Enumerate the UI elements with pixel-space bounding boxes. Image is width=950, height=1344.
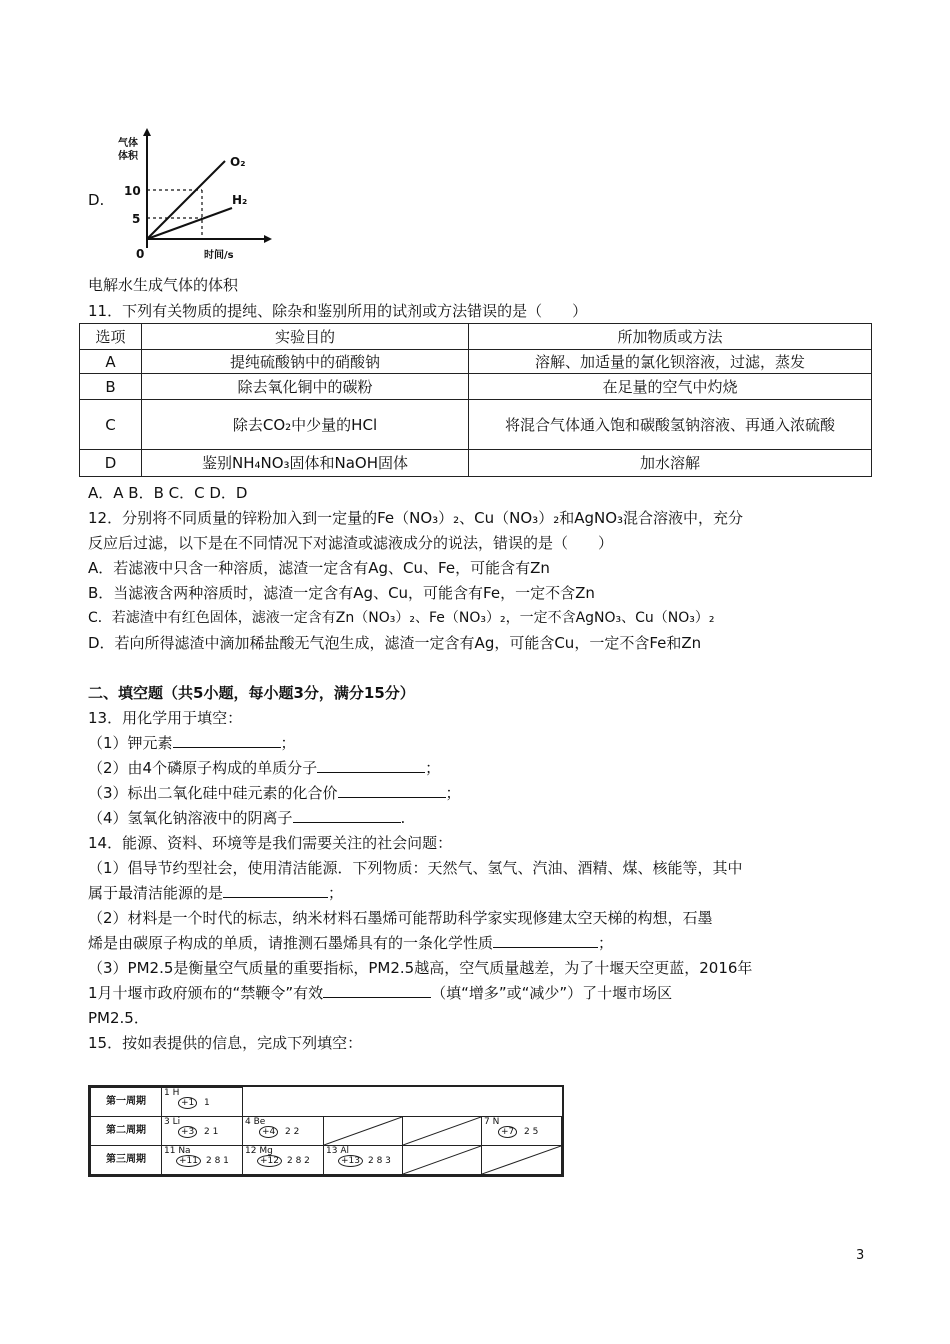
row-option: B	[80, 374, 142, 400]
q13-item-2	[88, 758, 440, 778]
q14-part1-line2	[88, 883, 343, 903]
periodic-table	[88, 1085, 564, 1177]
row-label-period-1: 第一周期	[90, 1087, 162, 1117]
table-row	[80, 374, 872, 400]
q15-stem: 15．按如表提供的信息，完成下列填空：	[88, 1034, 363, 1052]
q13-item-1	[88, 733, 296, 753]
q14-part2-text: 烯是由碳原子构成的单质，请推测石墨烯具有的一条化学性质	[88, 934, 494, 952]
electron-shells: 2 5	[524, 1127, 539, 1137]
element-tag: 4 Be	[245, 1117, 266, 1127]
nucleus: +3	[178, 1126, 197, 1138]
q11-answers: A．A B．B C．C D．D	[88, 484, 248, 502]
x-axis-arrow	[264, 235, 272, 243]
table-row	[80, 450, 872, 477]
punctuation: ；	[425, 759, 441, 777]
electron-shells: 2 8 1	[206, 1156, 229, 1166]
electron-shells: 1	[204, 1098, 210, 1108]
q14-part2-line2	[88, 933, 613, 953]
q13-item-2-text: （2）由4个磷原子构成的单质分子	[88, 759, 318, 777]
punctuation: ；	[445, 784, 461, 802]
element-tag: 7 N	[484, 1117, 500, 1127]
section-title: 二、填空题（共5小题，每小题3分，满分15分）	[88, 684, 415, 702]
q14-part1-text: 属于最清洁能源的是	[88, 884, 224, 902]
punctuation: ；	[280, 734, 296, 752]
tick-10: 10	[124, 184, 141, 198]
row-option: A	[80, 350, 142, 374]
header-option: 选项	[80, 324, 142, 350]
row-method: 在足量的空气中灼烧	[469, 374, 872, 400]
ylabel-1: 气体	[118, 138, 138, 149]
q11-table	[79, 323, 872, 477]
table-row	[80, 400, 872, 450]
q12-option-a: A．若滤液中只含一种溶质，滤渣一定含有Ag、Cu、Fe，可能含有Zn	[88, 559, 550, 577]
q13-item-4-text: （4）氢氧化钠溶液中的阴离子	[88, 809, 293, 827]
row-method: 加水溶解	[469, 450, 872, 477]
q14-part2-line1: （2）材料是一个时代的标志，纳米材料石墨烯可能帮助科学家实现修建太空天梯的构想，石墨	[88, 909, 713, 927]
row-goal: 提纯硫酸钠中的硝酸钠	[142, 350, 469, 374]
q14-stem: 14．能源、资料、环境等是我们需要关注的社会问题：	[88, 834, 453, 852]
row-option: C	[80, 400, 142, 450]
header-goal: 实验目的	[142, 324, 469, 350]
graph-option-label: D.	[88, 191, 105, 209]
q12-option-c: C．若滤渣中有红色固体，滤液一定含有Zn（NO₃）₂、Fe（NO₃）₂，一定不含AgNO₃、Cu（NO₃）₂	[88, 610, 715, 626]
q11-stem: 11．下列有关物质的提纯、除杂和鉴别所用的试剂或方法错误的是（ ）	[88, 302, 588, 320]
answer-blank[interactable]	[173, 733, 281, 748]
q12-option-b: B．当滤液含两种溶质时，滤渣一定含有Ag、Cu，可能含有Fe，一定不含Zn	[88, 584, 595, 602]
answer-blank[interactable]	[293, 808, 401, 823]
element-tag: 1 H	[164, 1088, 180, 1098]
o2-label: O₂	[230, 155, 246, 169]
ylabel-2: 体积	[118, 151, 138, 162]
table-header-row	[80, 324, 872, 350]
h2-line	[147, 208, 232, 239]
element-cell-na	[161, 1145, 243, 1175]
y-axis-arrow	[143, 128, 151, 136]
element-cell-mg	[242, 1145, 324, 1175]
empty-cell	[481, 1145, 562, 1175]
empty-cell	[402, 1116, 482, 1146]
q14-part3-line2	[88, 983, 672, 1003]
empty-cell	[402, 1145, 482, 1175]
element-tag: 11 Na	[164, 1146, 191, 1156]
tick-5: 5	[132, 212, 141, 226]
answer-blank[interactable]	[317, 758, 425, 773]
row-method: 溶解、加适量的氯化钡溶液，过滤，蒸发	[469, 350, 872, 374]
answer-blank[interactable]	[493, 933, 598, 948]
nucleus: +1	[178, 1097, 197, 1109]
punctuation: ；	[328, 884, 344, 902]
q13-stem: 13．用化学用于填空：	[88, 709, 243, 727]
row-method: 将混合气体通入饱和碳酸氢钠溶液、再通入浓硫酸	[469, 400, 872, 450]
answer-blank[interactable]	[338, 783, 446, 798]
nucleus: +11	[176, 1155, 201, 1167]
nucleus: +4	[259, 1126, 278, 1138]
punctuation: .	[400, 809, 406, 827]
q13-item-1-text: （1）钾元素	[88, 734, 173, 752]
q12-stem-2: 反应后过滤，以下是在不同情况下对滤渣或滤液成分的说法，错误的是（ ）	[88, 534, 614, 552]
punctuation: ；	[598, 934, 614, 952]
header-method: 所加物质或方法	[469, 324, 872, 350]
element-cell-li	[161, 1116, 243, 1146]
element-cell-al	[323, 1145, 403, 1175]
element-tag: 12 Mg	[245, 1146, 273, 1156]
electron-shells: 2 2	[285, 1127, 300, 1137]
electrolysis-graph	[112, 126, 282, 266]
row-goal: 除去CO₂中少量的HCl	[142, 400, 469, 450]
element-tag: 13 Al	[326, 1146, 349, 1156]
q13-item-3-text: （3）标出二氧化硅中硅元素的化合价	[88, 784, 338, 802]
electron-shells: 2 1	[204, 1127, 219, 1137]
answer-blank[interactable]	[223, 883, 328, 898]
element-tag: 3 Li	[164, 1117, 181, 1127]
q14-part3-line1: （3）PM2.5是衡量空气质量的重要指标，PM2.5越高，空气质量越差，为了十堰天空更蓝，2016年	[88, 959, 753, 977]
q14-part1-line1: （1）倡导节约型社会，使用清洁能源．下列物质：天然气、氢气、汽油、酒精、煤、核能等，其中	[88, 859, 743, 877]
q12-stem-1: 12．分别将不同质量的锌粉加入到一定量的Fe（NO₃）₂、Cu（NO₃）₂和AgNO₃混合溶液中，充分	[88, 509, 744, 527]
q12-option-d: D．若向所得滤渣中滴加稀盐酸无气泡生成，滤渣一定含有Ag，可能含Cu，一定不含Fe和Zn	[88, 634, 702, 652]
row-goal: 鉴别NH₄NO₃固体和NaOH固体	[142, 450, 469, 477]
q14-part3-text-a: 1月十堰市政府颁布的“禁鞭令”有效	[88, 984, 324, 1002]
q14-part3-text-b: （填“增多”或“减少”）了十堰市场区	[431, 984, 673, 1002]
row-goal: 除去氧化铜中的碳粉	[142, 374, 469, 400]
graph-caption: 电解水生成气体的体积	[88, 276, 239, 294]
element-cell-n	[481, 1116, 562, 1146]
nucleus: +13	[338, 1155, 363, 1167]
page-number: 3	[856, 1248, 865, 1263]
origin-label: 0	[136, 247, 145, 261]
o2-line	[147, 161, 225, 239]
x-axis-label: 时间/s	[204, 250, 234, 261]
row-label-period-3: 第三周期	[90, 1145, 162, 1175]
q13-item-3	[88, 783, 461, 803]
empty-cell	[323, 1116, 403, 1146]
row-option: D	[80, 450, 142, 477]
element-cell-h	[161, 1087, 243, 1117]
q13-item-4	[88, 808, 405, 828]
answer-blank[interactable]	[323, 983, 431, 998]
h2-label: H₂	[232, 193, 248, 207]
element-cell-be	[242, 1116, 324, 1146]
nucleus: +7	[498, 1126, 517, 1138]
q14-part3-line3: PM2.5．	[88, 1009, 149, 1027]
nucleus: +12	[257, 1155, 282, 1167]
electron-shells: 2 8 3	[368, 1156, 391, 1166]
row-label-period-2: 第二周期	[90, 1116, 162, 1146]
electron-shells: 2 8 2	[287, 1156, 310, 1166]
table-row	[80, 350, 872, 374]
